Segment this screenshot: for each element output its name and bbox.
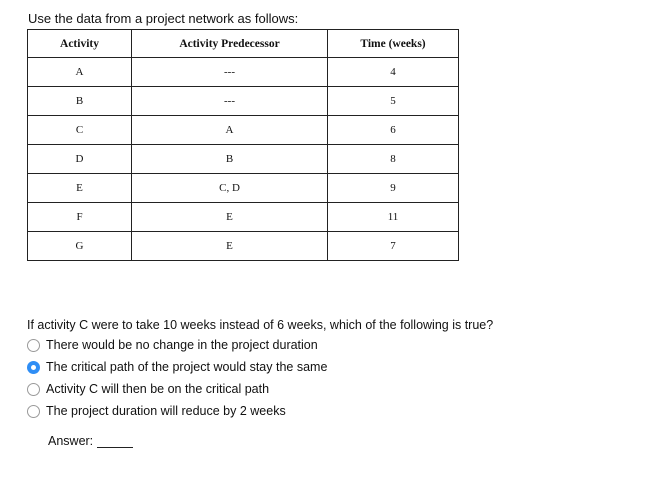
- header-predecessor: Activity Predecessor: [132, 30, 328, 58]
- table-row: [28, 203, 459, 232]
- predecessor-cell: B: [132, 145, 328, 174]
- time-cell: 7: [328, 232, 459, 261]
- table-row: [28, 232, 459, 261]
- activity-cell: E: [28, 174, 132, 203]
- time-cell: 4: [328, 58, 459, 87]
- time-cell: 11: [328, 203, 459, 232]
- predecessor-cell: ---: [132, 58, 328, 87]
- activity-cell: C: [28, 116, 132, 145]
- predecessor-cell: E: [132, 203, 328, 232]
- answer-options: [27, 334, 327, 422]
- table-row: [28, 116, 459, 145]
- option-no-change[interactable]: [27, 334, 327, 356]
- header-activity: Activity: [28, 30, 132, 58]
- activity-cell: D: [28, 145, 132, 174]
- option-label: Activity C will then be on the critical path: [46, 382, 270, 396]
- option-label: The project duration will reduce by 2 weeks: [46, 404, 286, 418]
- option-label: The critical path of the project would stay the same: [46, 360, 328, 374]
- activity-cell: B: [28, 87, 132, 116]
- table-row: [28, 87, 459, 116]
- predecessor-cell: E: [132, 232, 328, 261]
- option-label: There would be no change in the project duration: [46, 338, 318, 352]
- activity-cell: F: [28, 203, 132, 232]
- time-cell: 6: [328, 116, 459, 145]
- predecessor-cell: A: [132, 116, 328, 145]
- header-time: Time (weeks): [328, 30, 459, 58]
- answer-label: Answer:: [48, 434, 94, 448]
- table-row: [28, 145, 459, 174]
- intro-text: Use the data from a project network as follows:: [28, 11, 299, 26]
- table-header-row: [28, 30, 459, 58]
- option-duration-reduce[interactable]: [27, 400, 327, 422]
- predecessor-cell: ---: [132, 87, 328, 116]
- activity-cell: G: [28, 232, 132, 261]
- radio-button[interactable]: [27, 383, 40, 396]
- table-row: [28, 58, 459, 87]
- activity-cell: A: [28, 58, 132, 87]
- radio-button[interactable]: [27, 339, 40, 352]
- radio-button[interactable]: [27, 361, 40, 374]
- table-row: [28, 174, 459, 203]
- option-critical-path-same[interactable]: [27, 356, 327, 378]
- time-cell: 5: [328, 87, 459, 116]
- radio-button[interactable]: [27, 405, 40, 418]
- time-cell: 9: [328, 174, 459, 203]
- project-network-table: [27, 29, 459, 261]
- question-text: If activity C were to take 10 weeks instead of 6 weeks, which of the following is true?: [27, 318, 494, 332]
- predecessor-cell: C, D: [132, 174, 328, 203]
- answer-line: [48, 434, 133, 448]
- option-c-on-critical-path[interactable]: [27, 378, 327, 400]
- time-cell: 8: [328, 145, 459, 174]
- answer-blank[interactable]: [97, 435, 133, 448]
